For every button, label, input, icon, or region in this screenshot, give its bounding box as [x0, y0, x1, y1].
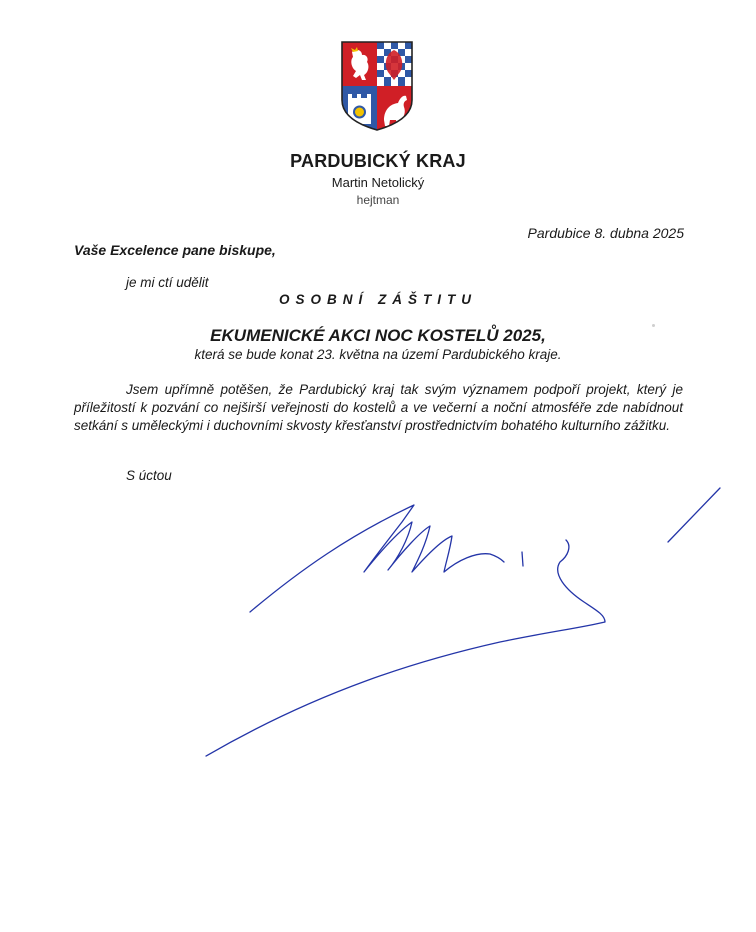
salutation: Vaše Excelence pane biskupe, — [74, 242, 276, 258]
closing-phrase: S úctou — [126, 468, 172, 483]
coat-of-arms-icon — [340, 40, 414, 132]
intro-line: je mi ctí udělit — [126, 275, 209, 290]
event-subtitle: která se bude konat 23. května na území Pardubického kraje. — [194, 347, 562, 362]
letter-date: Pardubice 8. dubna 2025 — [527, 225, 684, 241]
event-title: EKUMENICKÉ AKCI NOC KOSTELŮ 2025, — [210, 326, 546, 345]
signatory-name: Martin Netolický — [331, 175, 425, 190]
signatory-role: hejtman — [356, 193, 400, 207]
body-paragraph: Jsem upřímně potěšen, že Pardubický kraj tak svým významem podpoří projekt, který je příležitostí k pozvání co nejširší veřejnosti do kostelů a ve večerní a noční atmosféře zde nabídnout setkání s uměleckými i duchovními skvosty křesťanství prostřednictvím bohatého kulturního zážitku. — [74, 382, 683, 433]
scan-speck — [652, 324, 655, 327]
organization-name: PARDUBICKÝ KRAJ — [290, 151, 466, 171]
patronage-heading: OSOBNÍ ZÁŠTITU — [279, 292, 477, 307]
